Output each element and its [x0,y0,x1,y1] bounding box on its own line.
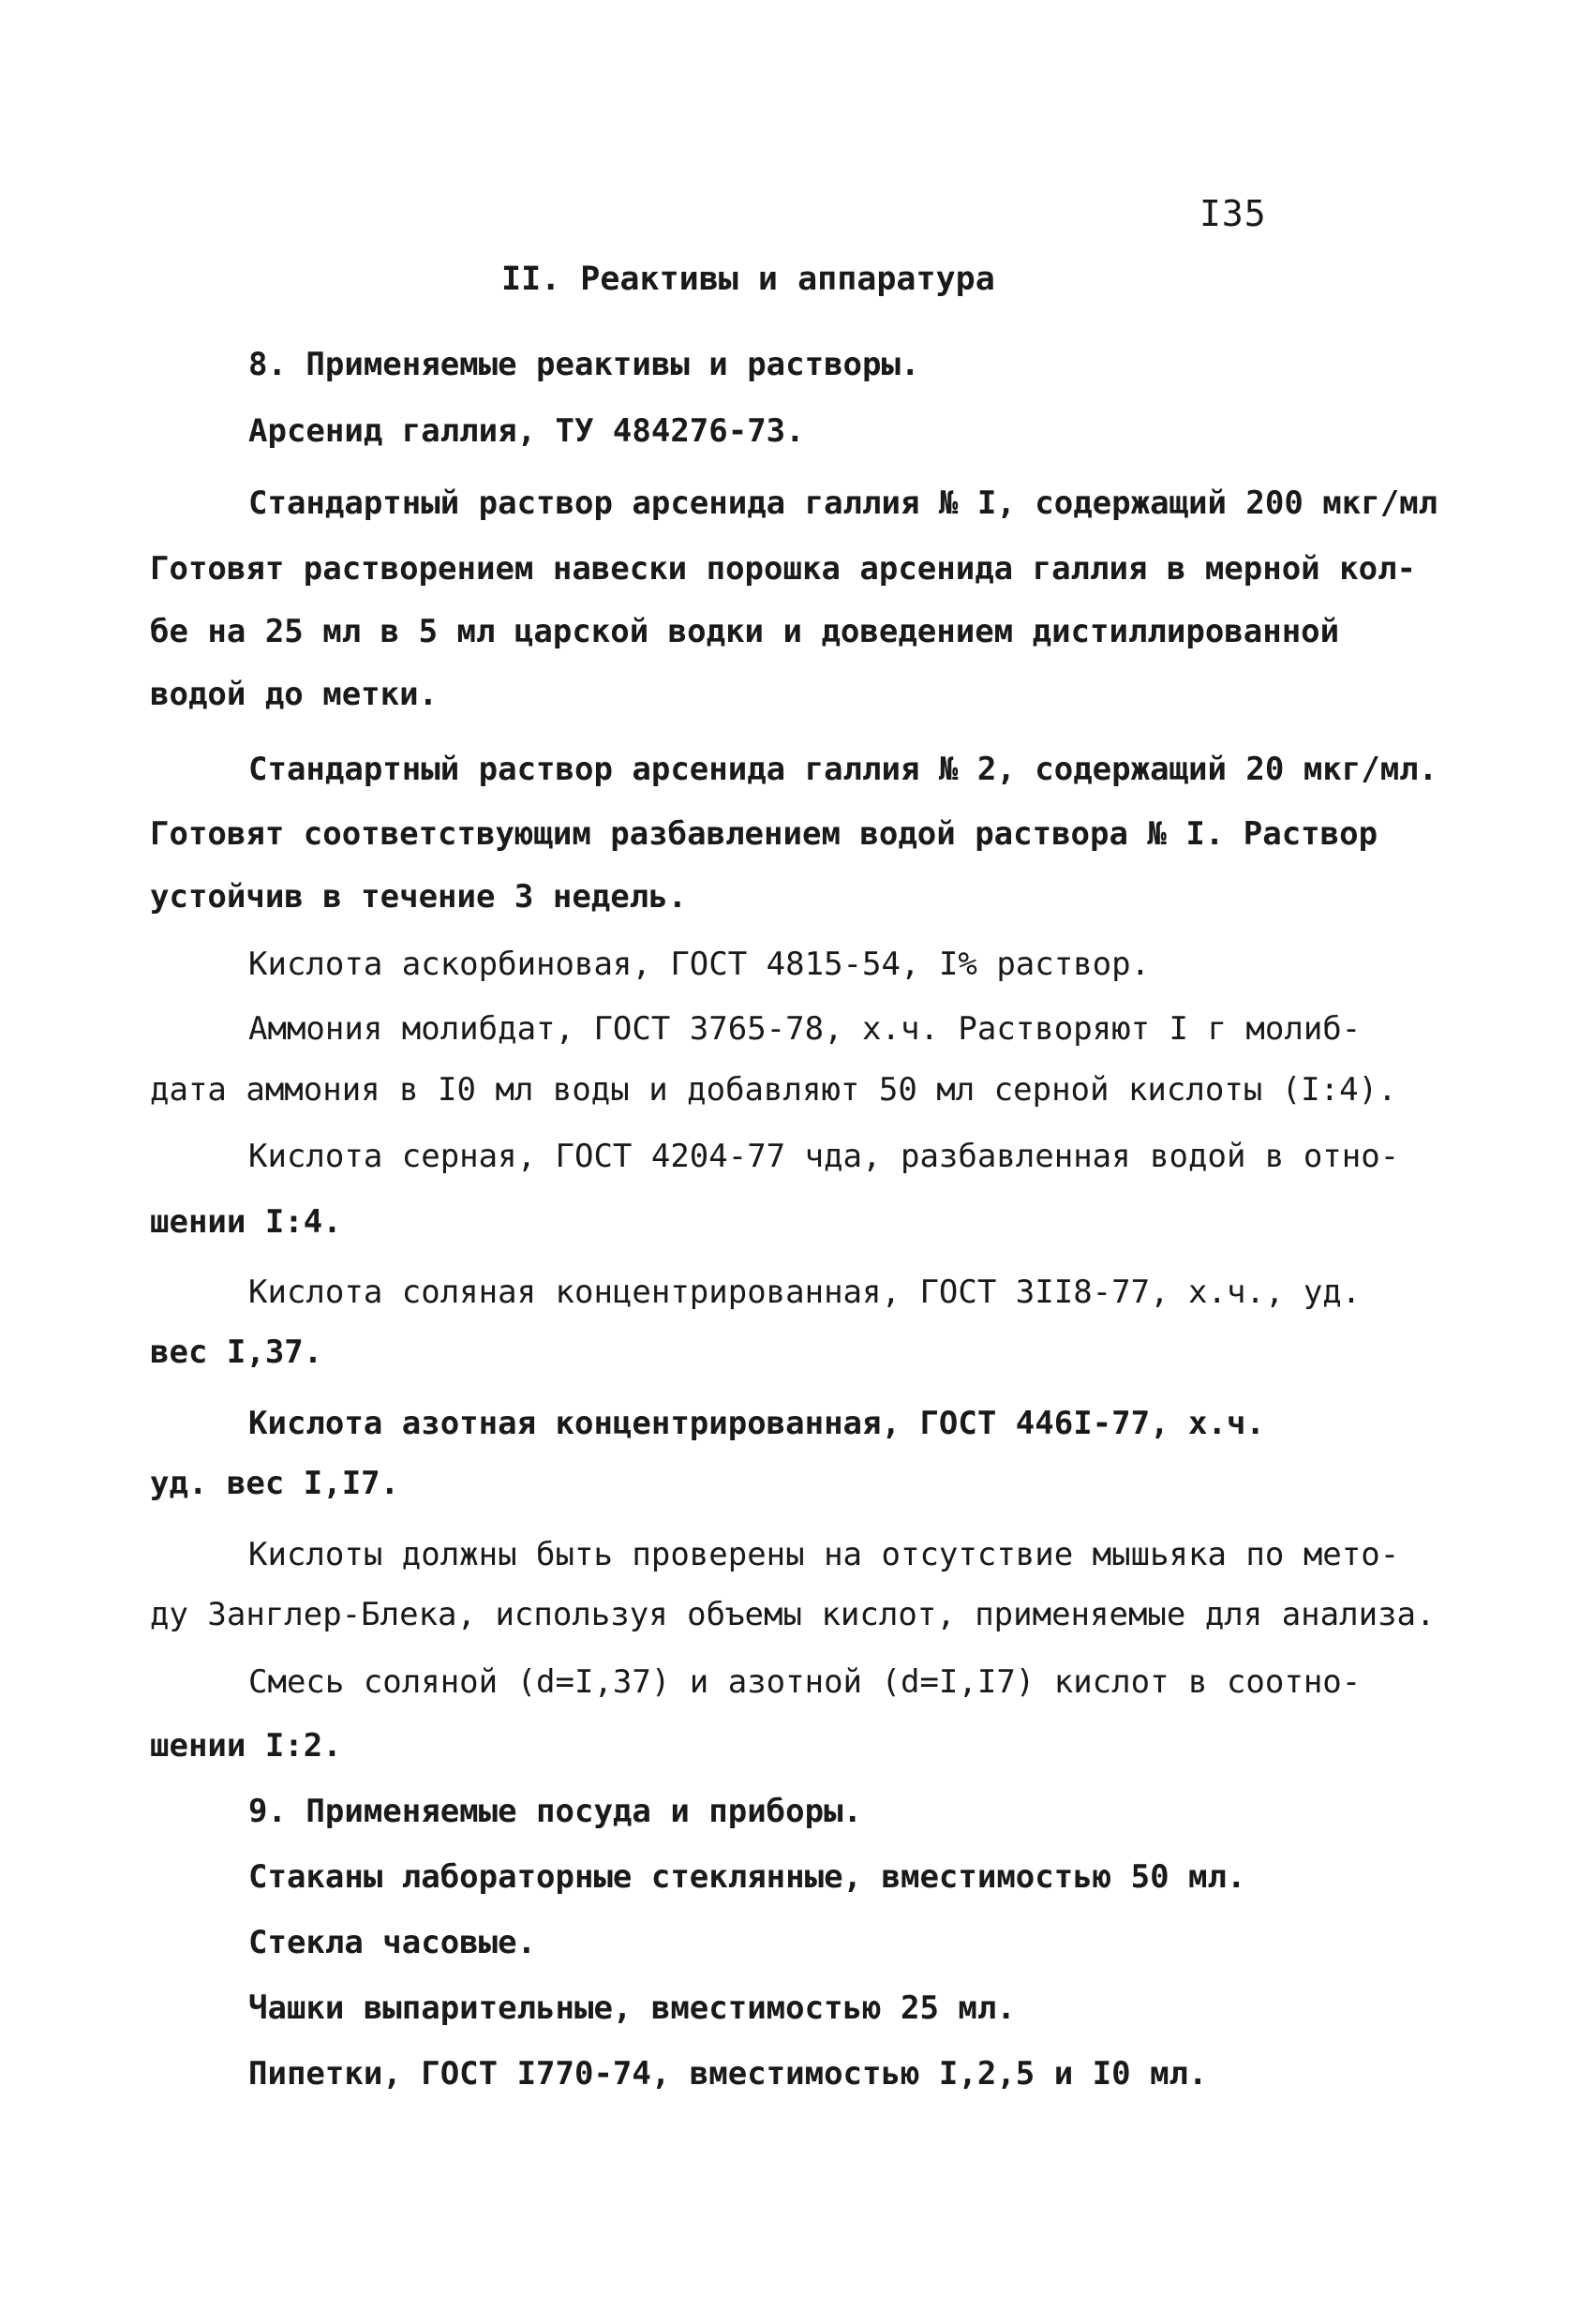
text-line: водой до метки. [150,676,439,713]
text-line: Кислота азотная концентрированная, ГОСТ 446I-77, х.ч. [248,1405,1265,1442]
text-line: Кислоты должны быть проверены на отсутствие мышьяка по мето- [248,1536,1400,1573]
text-line: устойчив в течение 3 недель. [150,878,688,916]
text-line: Стандартный раствор арсенида галлия № 2, содержащий 20 мкг/мл. [248,751,1438,788]
text-line: шении I:2. [150,1727,342,1765]
text-line: Чашки выпарительные, вместимостью 25 мл. [248,1989,1016,2027]
text-line: дата аммония в I0 мл воды и добавляют 50 мл серной кислоты (I:4). [150,1071,1397,1109]
text-line: бе на 25 мл в 5 мл царской водки и доведением дистиллированной [150,613,1340,650]
text-line: Стандартный раствор арсенида галлия № I, содержащий 200 мкг/мл [248,484,1438,522]
text-line: уд. вес I,I7. [150,1465,400,1502]
text-line: Стаканы лабораторные стеклянные, вместимостью 50 мл. [248,1858,1246,1896]
text-line: Кислота аскорбиновая, ГОСТ 4815-54, I% раствор. [248,946,1151,983]
text-line: Готовят растворением навески порошка арсенида галлия в мерной кол- [150,550,1417,588]
text-line: шении I:4. [150,1203,342,1241]
text-line: вес I,37. [150,1333,323,1371]
text-line: Кислота соляная концентрированная, ГОСТ 3II8-77, х.ч., уд. [248,1274,1362,1311]
text-line: Арсенид галлия, ТУ 484276-73. [248,412,805,450]
text-line: Смесь соляной (d=I,37) и азотной (d=I,I7) кислот в соотно- [248,1663,1362,1701]
text-line: 9. Применяемые посуда и приборы. [248,1793,863,1830]
section-title: II. Реактивы и аппаратура [501,261,995,298]
page-number: I35 [1199,193,1267,234]
text-line: Аммония молибдат, ГОСТ 3765-78, х.ч. Растворяют I г молиб- [248,1010,1362,1048]
text-line: 8. Применяемые реактивы и растворы. [248,346,920,383]
text-line: Кислота серная, ГОСТ 4204-77 чда, разбавленная водой в отно- [248,1138,1400,1175]
text-line: Стекла часовые. [248,1924,537,1961]
text-line: Пипетки, ГОСТ I770-74, вместимостью I,2,5 и I0 мл. [248,2055,1208,2093]
text-line: Готовят соответствующим разбавлением водой раствора № I. Раствор [150,815,1378,853]
text-line: ду Занглер-Блека, используя объемы кислот, применяемые для анализа. [150,1596,1436,1633]
